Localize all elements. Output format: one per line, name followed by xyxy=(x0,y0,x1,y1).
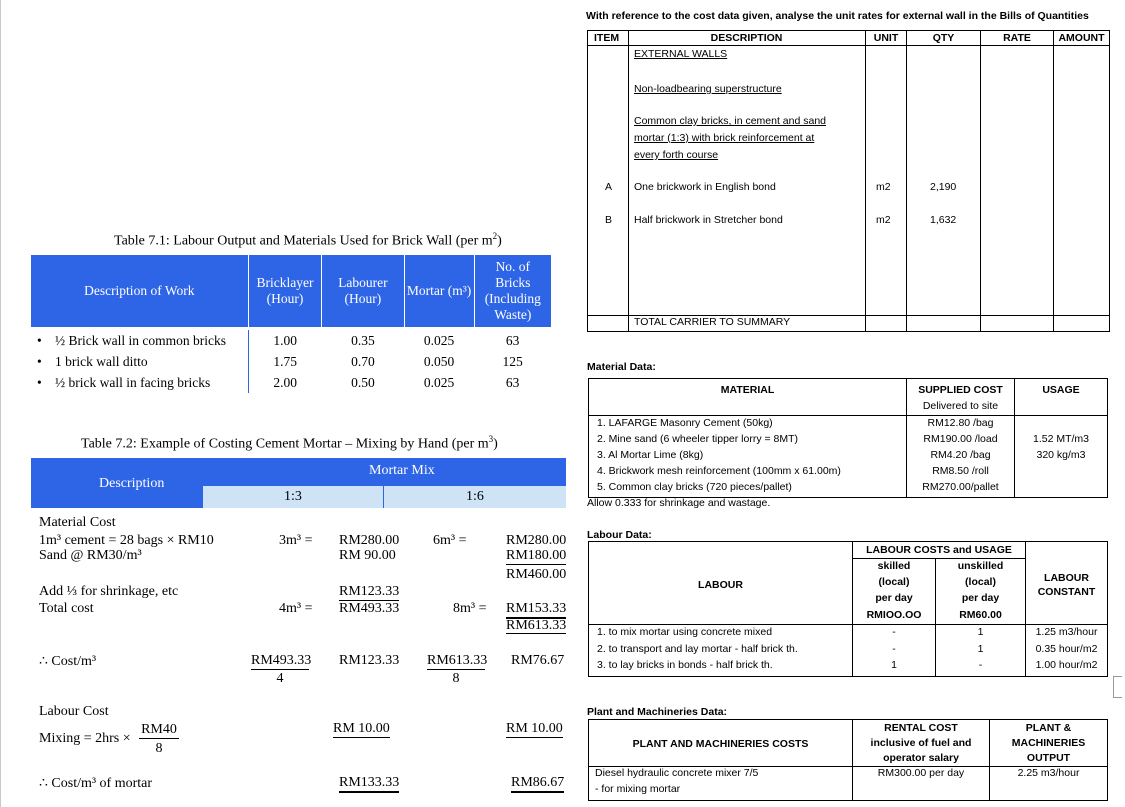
value: RM180.00 xyxy=(506,548,567,563)
item-unit: m2 xyxy=(876,181,891,193)
caption-text: Labour Output and Materials Used for Brick Wall (per m xyxy=(169,233,493,249)
header-rental: operator salary xyxy=(883,752,959,764)
final-value-1: RM133.33 xyxy=(339,775,399,793)
header-labour: LABOUR xyxy=(698,579,743,591)
fraction-denominator: 8 xyxy=(155,741,163,756)
spec-line: mortar (1:3) with brick reinforcement at xyxy=(634,132,815,144)
header-output: PLANT & xyxy=(1025,722,1072,734)
fraction-numerator: RM613.33 xyxy=(427,653,488,668)
header-plant: PLANT AND MACHINERIES COSTS xyxy=(632,738,809,750)
cell: 2.00 xyxy=(248,372,322,393)
caption-sup: 2 xyxy=(492,231,498,241)
row-desc-text: 1 brick wall ditto xyxy=(55,353,148,369)
header-bricks: No. of Bricks (Including Waste) xyxy=(474,255,551,327)
header-local: (local) xyxy=(878,576,910,588)
labour-row: 1. to mix mortar using concrete mixed xyxy=(597,626,773,638)
material-table xyxy=(588,378,1108,498)
header-delivered: Delivered to site xyxy=(922,400,999,412)
spec-line: Common clay bricks, in cement and sand xyxy=(634,115,826,127)
unskilled-rate: RM60.00 xyxy=(959,609,1002,621)
subsection-title: Non-loadbearing superstructure xyxy=(634,83,782,95)
cell: 1.75 xyxy=(248,351,322,372)
fraction-denominator: 4 xyxy=(276,671,284,686)
header-item: ITEM xyxy=(594,32,620,44)
cost-per-m3-label: ∴ Cost/m³ xyxy=(39,654,97,669)
cell: - xyxy=(892,643,896,655)
table-row xyxy=(31,351,551,372)
header-supplied-cost: SUPPLIED COST xyxy=(918,384,1003,396)
allowance-note: Allow 0.333 for shrinkage and wastage. xyxy=(587,497,771,509)
cell: - xyxy=(892,626,896,638)
value: RM280.00 xyxy=(339,533,400,548)
value: RM 10.00 xyxy=(333,721,390,736)
caption-label: Table 7.2: xyxy=(81,436,137,452)
header-mortar: Mortar (m³) xyxy=(404,255,474,327)
value: RM153.33 xyxy=(506,601,567,616)
plant-title: Plant and Machineries Data: xyxy=(587,706,728,718)
row-desc: • ½ brick wall in facing bricks xyxy=(37,374,211,390)
header-per-day: per day xyxy=(961,592,1000,604)
header-description: Description xyxy=(99,476,165,491)
header-labour-costs: LABOUR COSTS and USAGE xyxy=(866,544,1012,556)
labour-row: 2. to transport and lay mortar - half brick th. xyxy=(597,643,798,655)
labour-row: 3. to lay bricks in bonds - half brick th. xyxy=(597,659,773,671)
material-title: Material Data: xyxy=(587,361,656,373)
cell: 0.35 xyxy=(351,332,375,348)
plant-cost: RM300.00 per day xyxy=(877,767,965,779)
row-desc: • ½ Brick wall in common bricks xyxy=(37,332,226,348)
cell: 1 xyxy=(977,626,984,638)
header-skilled: skilled xyxy=(877,560,911,572)
header-mortar-mix: Mortar Mix xyxy=(369,463,435,478)
total-line: Total cost xyxy=(39,601,94,616)
material-row: 1. LAFARGE Masonry Cement (50kg) xyxy=(597,417,773,429)
material-cost: RM12.80 /bag xyxy=(927,417,994,429)
value: RM 90.00 xyxy=(339,548,396,563)
plant-output: 2.25 m3/hour xyxy=(1017,767,1080,779)
header-rental: RENTAL COST xyxy=(884,722,958,734)
cell: 0.35 hour/m2 xyxy=(1035,643,1098,655)
item-desc: Half brickwork in Stretcher bond xyxy=(634,214,783,226)
labour-table xyxy=(588,541,1108,677)
material-row: 5. Common clay bricks (720 pieces/pallet) xyxy=(597,481,792,493)
item-qty: 2,190 xyxy=(930,181,957,193)
header-per-day: per day xyxy=(875,592,913,604)
row-desc-text: ½ brick wall in facing bricks xyxy=(55,374,211,390)
value: RM460.00 xyxy=(506,567,567,582)
header-unit: UNIT xyxy=(873,32,899,44)
item-code: A xyxy=(605,181,613,193)
intro-text: With reference to the cost data given, analyse the unit rates for external wall in the Bills of Quantities xyxy=(586,10,1089,22)
row-desc-text: ½ Brick wall in common bricks xyxy=(55,332,226,348)
material-cost: RM8.50 /roll xyxy=(932,465,989,477)
cell: 1 xyxy=(977,643,984,655)
table-7-1-caption xyxy=(114,231,502,250)
item-desc: One brickwork in English bond xyxy=(634,181,776,193)
material-row: 2. Mine sand (6 wheeler tipper lorry = 8MT) xyxy=(597,433,799,445)
item-unit: m2 xyxy=(876,214,891,226)
cell: 63 xyxy=(505,374,520,390)
cell: 1.25 m3/hour xyxy=(1035,626,1098,638)
item-code: B xyxy=(605,214,613,226)
cell: 63 xyxy=(505,332,520,348)
labour-title: Labour Data: xyxy=(587,529,652,541)
plant-name: - for mixing mortar xyxy=(595,783,681,795)
header-description: DESCRIPTION xyxy=(710,32,783,44)
carrier-total: TOTAL CARRIER TO SUMMARY xyxy=(634,316,791,328)
header-amount: AMOUNT xyxy=(1058,32,1105,44)
table-7-2-caption xyxy=(81,434,498,453)
spec-line: every forth course xyxy=(634,149,719,161)
row-desc: • 1 brick wall ditto xyxy=(37,353,148,369)
material-row: 4. Brickwork mesh reinforcement (100mm x 61.00m) xyxy=(597,465,841,477)
header-material: MATERIAL xyxy=(720,384,775,396)
header-output: OUTPUT xyxy=(1026,752,1071,764)
cell: 0.025 xyxy=(423,374,455,390)
material-usage: 320 kg/m3 xyxy=(1036,449,1086,461)
volume: 8m³ = xyxy=(453,601,487,616)
section-title: EXTERNAL WALLS xyxy=(634,48,728,60)
table-row xyxy=(31,330,551,351)
cell: 1.00 xyxy=(248,330,322,351)
fraction-numerator: RM40 xyxy=(139,722,179,739)
header-mix-1-3: 1:3 xyxy=(203,486,383,508)
final-value-2: RM86.67 xyxy=(511,775,564,793)
plant-table xyxy=(588,719,1108,801)
header-rental: inclusive of fuel and xyxy=(870,737,972,749)
header-qty: QTY xyxy=(932,32,955,44)
boq-table xyxy=(587,30,1110,332)
volume-2: 6m³ = xyxy=(433,533,467,548)
header-description: Description of Work xyxy=(31,255,248,327)
header-rate: RATE xyxy=(1003,32,1031,44)
header-bricklayer: Bricklayer (Hour) xyxy=(248,255,322,327)
cell: 125 xyxy=(502,353,523,369)
cell: 0.50 xyxy=(351,374,375,390)
header-output: MACHINERIES xyxy=(1011,737,1086,749)
cell: 0.70 xyxy=(351,353,375,369)
caption-end: ) xyxy=(497,233,502,249)
cement-line: 1m³ cement = 28 bags × RM10 xyxy=(39,533,214,548)
caption-label: Table 7.1: xyxy=(114,233,170,249)
value: RM 10.00 xyxy=(506,721,563,736)
header-labourer: Labourer (Hour) xyxy=(322,255,404,327)
item-qty: 1,632 xyxy=(930,214,957,226)
volume: 4m³ = xyxy=(279,601,313,616)
cell: 1 xyxy=(891,659,897,671)
material-cost: RM4.20 /bag xyxy=(930,449,991,461)
caption-text: Example of Costing Cement Mortar – Mixing by Hand (per m xyxy=(136,436,489,452)
volume-1: 3m³ = xyxy=(279,533,313,548)
page-corner-mark xyxy=(1113,676,1122,698)
value: RM123.33 xyxy=(339,653,400,668)
material-cost-label: Material Cost xyxy=(39,515,116,530)
table-7-1 xyxy=(31,255,551,393)
value: RM280.00 xyxy=(506,533,567,548)
cell: 0.050 xyxy=(423,353,455,369)
caption-end: ) xyxy=(493,436,498,452)
value: RM76.67 xyxy=(511,653,565,668)
cell: 0.025 xyxy=(423,332,455,348)
header-labour-constant: LABOUR CONSTANT xyxy=(1037,572,1096,598)
cell: 1.00 hour/m2 xyxy=(1035,659,1098,671)
material-row: 3. Al Mortar Lime (8kg) xyxy=(597,449,704,461)
value: RM123.33 xyxy=(339,584,400,599)
sand-line: Sand @ RM30/m³ xyxy=(39,548,142,563)
material-cost: RM190.00 /load xyxy=(923,433,998,445)
value: RM613.33 xyxy=(506,618,567,633)
shrinkage-line: Add ⅓ for shrinkage, etc xyxy=(39,584,179,599)
labour-cost-label: Labour Cost xyxy=(39,704,109,719)
value: RM493.33 xyxy=(339,601,400,616)
material-usage: 1.52 MT/m3 xyxy=(1032,433,1090,445)
header-mix-1-6: 1:6 xyxy=(384,486,566,508)
header-local: (local) xyxy=(965,576,996,588)
mixing-line: Mixing = 2hrs × xyxy=(39,731,131,746)
skilled-rate: RMIOO.OO xyxy=(866,609,922,621)
fraction-numerator: RM493.33 xyxy=(251,653,312,668)
table-row xyxy=(31,372,551,393)
cell: - xyxy=(978,659,983,671)
right-page xyxy=(575,0,1125,807)
final-cost-label: ∴ Cost/m³ of mortar xyxy=(39,776,153,791)
header-usage: USAGE xyxy=(1042,384,1080,396)
caption-sup: 3 xyxy=(488,434,494,444)
fraction-denominator: 8 xyxy=(452,671,460,686)
material-cost: RM270.00/pallet xyxy=(922,481,999,493)
plant-name: Diesel hydraulic concrete mixer 7/5 xyxy=(595,767,759,779)
header-unskilled: unskilled xyxy=(957,560,1004,572)
